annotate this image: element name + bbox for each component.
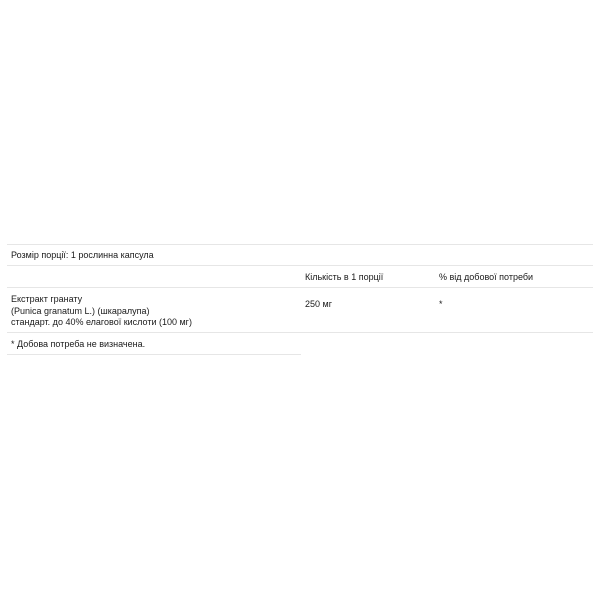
serving-size-text: Розмір порції: 1 рослинна капсула bbox=[11, 250, 154, 260]
ingredient-name-line: (Punica granatum L.) (шкаралупа) bbox=[11, 305, 150, 316]
daily-value-column-header: % від добової потреби bbox=[439, 272, 534, 282]
amount-column-header: Кількість в 1 порції bbox=[305, 272, 384, 282]
ingredient-name-line: Екстракт гранату bbox=[11, 294, 83, 304]
supplement-facts-panel bbox=[7, 244, 593, 355]
table-row bbox=[7, 288, 593, 333]
ingredient-name bbox=[11, 294, 192, 329]
table-header-row bbox=[7, 266, 593, 288]
ingredient-name-line: стандарт. до 40% елагової кислоти (100 мг) bbox=[11, 317, 192, 327]
serving-size-row bbox=[7, 244, 593, 266]
ingredient-amount: 250 мг bbox=[305, 299, 332, 309]
footnote-text: * Добова потреба не визначена. bbox=[11, 338, 146, 349]
footnote bbox=[7, 333, 301, 355]
ingredient-daily-value: * bbox=[439, 299, 443, 309]
